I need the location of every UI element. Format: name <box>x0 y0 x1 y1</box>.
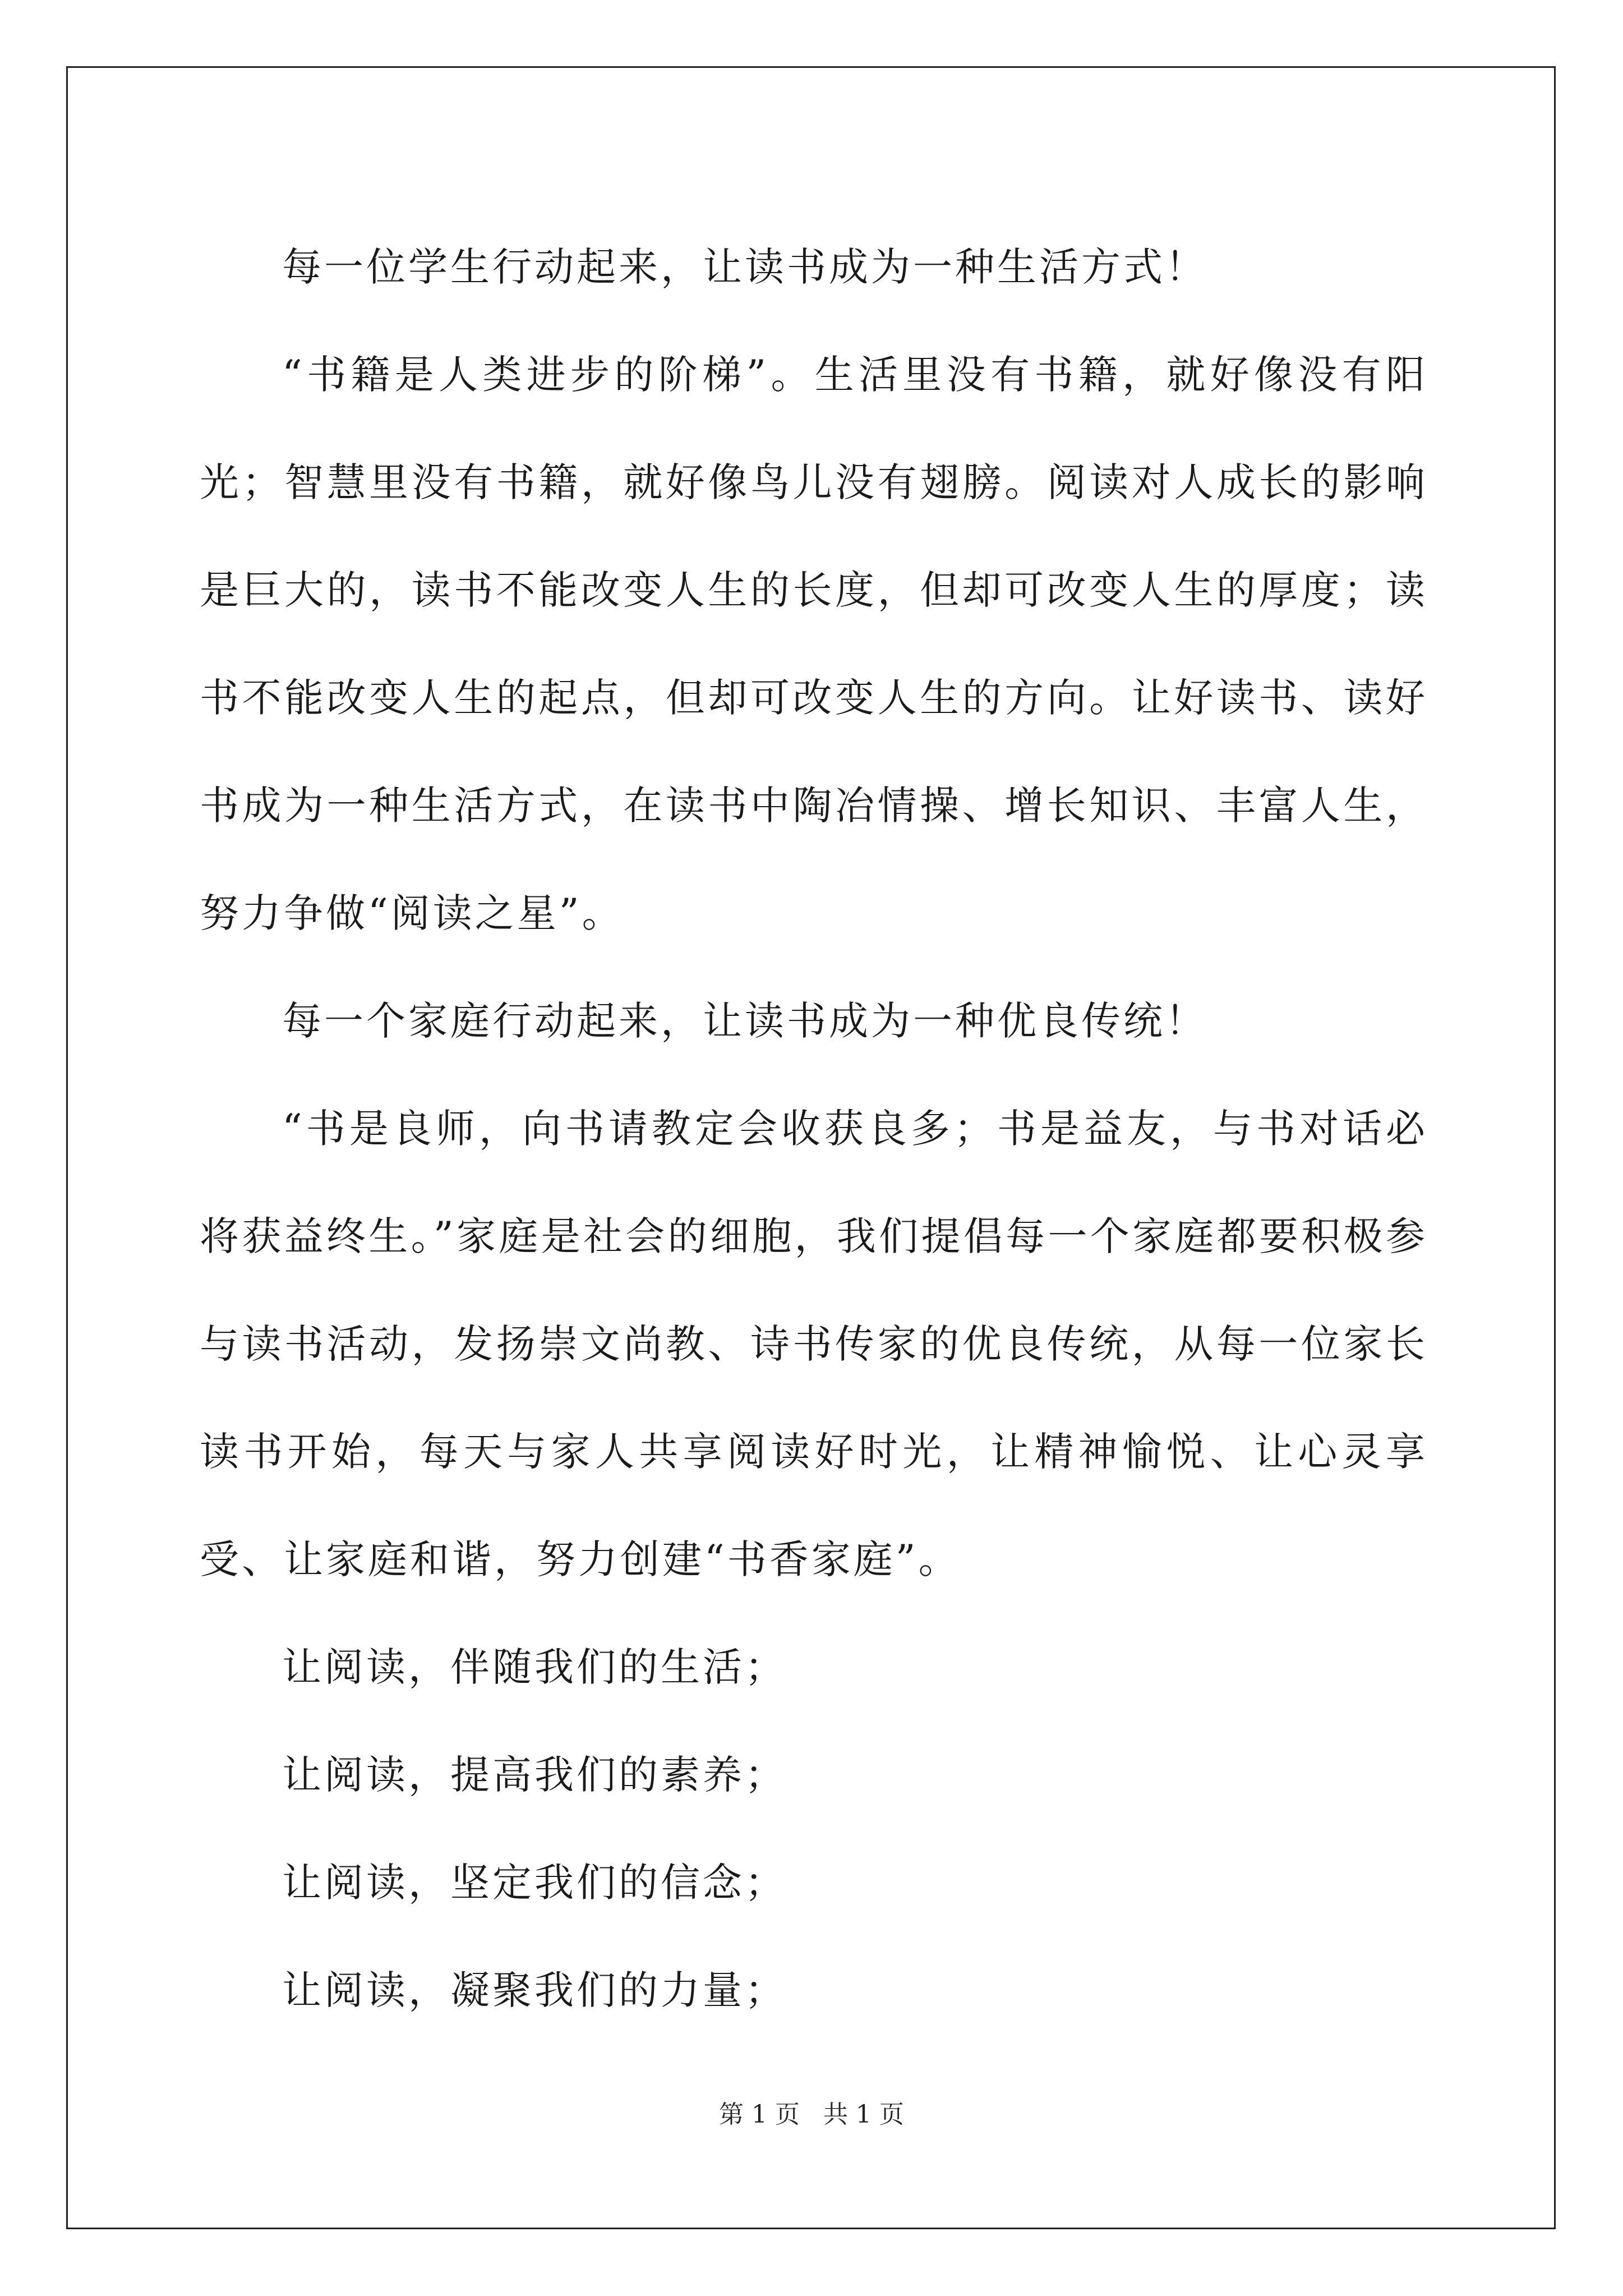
page-number-label: 第 1 页 共 1 页 <box>719 2100 904 2129</box>
paragraph-2: “书籍是人类进步的阶梯”。生活里没有书籍，就好像没有阳光；智慧里没有书籍，就好像鸟儿没有翅膀。阅读对人成长的影响是巨大的，读书不能改变人生的长度，但却可改变人生的厚度；读书不能改变人生的起点，但却可改变人生的方向。让好读书、读好书成为一种生活方式，在读书中陶冶情操、增长知识、丰富人生，努力争做“阅读之星”。 <box>200 352 1428 936</box>
paragraph-8: 让阅读，凝聚我们的力量； <box>282 1967 787 2013</box>
document-body <box>200 213 1428 2044</box>
page-footer <box>0 2098 1623 2132</box>
paragraph-5: 让阅读，伴随我们的生活； <box>282 1644 787 1690</box>
paragraph-1: 每一位学生行动起来，让读书成为一种生活方式！ <box>282 244 1207 290</box>
paragraph-4: “书是良师，向书请教定会收获良多；书是益友，与书对话必将获益终生。”家庭是社会的细胞，我们提倡每一个家庭都要积极参与读书活动，发扬崇文尚教、诗书传家的优良传统，从每一位家长读书开始，每天与家人共享阅读好时光，让精神愉悦、让心灵享受、让家庭和谐，努力创建“书香家庭”。 <box>200 1106 1428 1582</box>
paragraph-6: 让阅读，提高我们的素养； <box>282 1752 787 1798</box>
paragraph-7: 让阅读，坚定我们的信念； <box>282 1860 787 1906</box>
paragraph-3: 每一个家庭行动起来，让读书成为一种优良传统！ <box>282 998 1207 1044</box>
